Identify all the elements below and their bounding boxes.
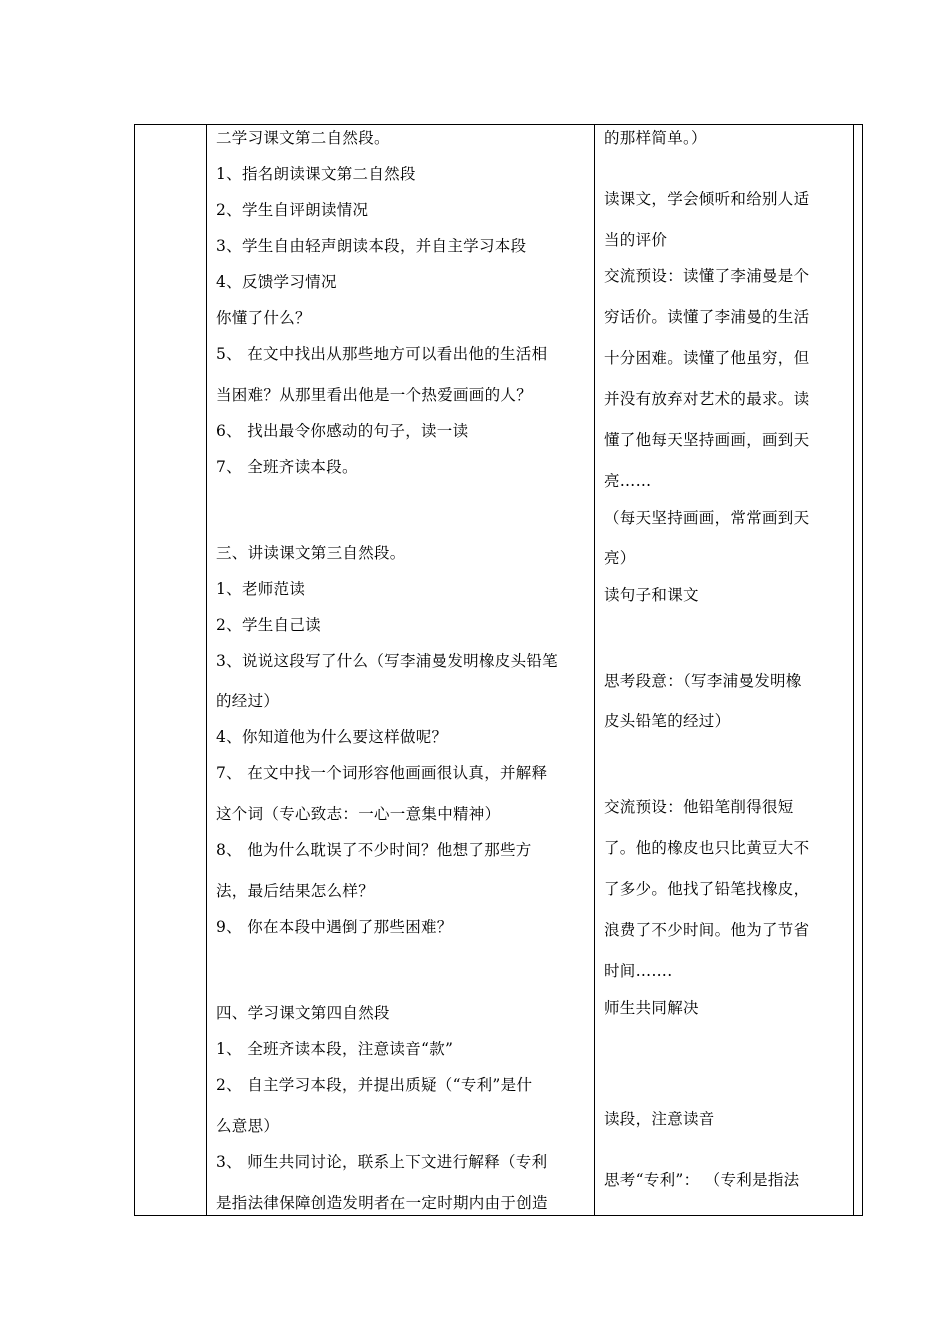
- activity-line: 浪费了不少时间。他为了节省: [604, 921, 810, 939]
- table-left-border: [134, 124, 135, 1216]
- teaching-line: 么意思）: [216, 1117, 280, 1135]
- activity-line: 懂了他每天坚持画画，画到天: [604, 431, 810, 449]
- teaching-line: 法，最后结果怎么样？: [216, 882, 375, 900]
- activity-line: 并没有放弃对艺术的最求。读: [604, 390, 810, 408]
- activity-line: 时间…….: [604, 962, 673, 980]
- table-top-border: [134, 124, 863, 125]
- teaching-line: 当困难？从那里看出他是一个热爱画画的人？: [216, 386, 533, 404]
- teaching-line: 3、学生自由轻声朗读本段，并自主学习本段: [216, 237, 527, 255]
- activity-line: 读课文，学会倾听和给别人适: [604, 190, 810, 208]
- activity-line: 穷话价。读懂了李浦曼的生活: [604, 308, 810, 326]
- teaching-line: 这个词（专心致志：一心一意集中精神）: [216, 805, 501, 823]
- teaching-line: 你懂了什么？: [216, 309, 311, 327]
- activity-line: 交流预设：读懂了李浦曼是个: [604, 267, 810, 285]
- teaching-line: 7、 全班齐读本段。: [216, 458, 358, 476]
- teaching-line: 4、反馈学习情况: [216, 273, 337, 291]
- section-heading: 四、学习课文第四自然段: [216, 1004, 390, 1022]
- column-divider-3: [853, 124, 854, 1216]
- teaching-line: 8、 他为什么耽误了不少时间？他想了那些方: [216, 841, 532, 859]
- activity-line: 的那样简单。）: [604, 129, 707, 147]
- activity-line: 皮头铅笔的经过）: [604, 712, 731, 730]
- activity-line: 亮……: [604, 472, 652, 490]
- teaching-line: 9、 你在本段中遇倒了那些困难？: [216, 918, 453, 936]
- activity-line: 交流预设：他铅笔削得很短: [604, 798, 794, 816]
- column-divider-1: [206, 124, 207, 1216]
- activity-line: 读段，注意读音: [604, 1110, 715, 1128]
- table-right-border: [862, 124, 863, 1216]
- teaching-line: 6、 找出最令你感动的句子，读一读: [216, 422, 469, 440]
- teaching-line: 3、 师生共同讨论，联系上下文进行解释（专利: [216, 1153, 548, 1171]
- teaching-line: 4、你知道他为什么要这样做呢？: [216, 728, 448, 746]
- activity-line: 亮）: [604, 549, 636, 567]
- teaching-line: 2、 自主学习本段，并提出质疑（“专利”是什: [216, 1076, 533, 1094]
- teaching-line: 二学习课文第二自然段。: [216, 129, 390, 147]
- column-divider-2: [594, 124, 595, 1216]
- activity-line: （每天坚持画画，常常画到天: [604, 509, 810, 527]
- activity-line: 当的评价: [604, 231, 668, 249]
- activity-line: 思考段意：（写李浦曼发明橡: [604, 672, 802, 690]
- teaching-line: 5、 在文中找出从那些地方可以看出他的生活相: [216, 345, 548, 363]
- activity-line: 师生共同解决: [604, 999, 699, 1017]
- teaching-line: 的经过）: [216, 692, 280, 710]
- section-heading: 三、讲读课文第三自然段。: [216, 544, 406, 562]
- teaching-line: 2、学生自评朗读情况: [216, 201, 369, 219]
- activity-line: 了多少。他找了铅笔找橡皮，: [604, 880, 810, 898]
- teaching-line: 1、 全班齐读本段，注意读音“款”: [216, 1040, 454, 1058]
- teaching-line: 3、说说这段写了什么（写李浦曼发明橡皮头铅笔: [216, 652, 558, 670]
- teaching-line: 7、 在文中找一个词形容他画画很认真，并解释: [216, 764, 548, 782]
- teaching-line: 2、学生自己读: [216, 616, 321, 634]
- activity-line: 读句子和课文: [604, 586, 699, 604]
- teaching-line: 是指法律保障创造发明者在一定时期内由于创造: [216, 1194, 548, 1212]
- activity-line: 了。他的橡皮也只比黄豆大不: [604, 839, 810, 857]
- teaching-line: 1、老师范读: [216, 580, 306, 598]
- teaching-line: 1、指名朗读课文第二自然段: [216, 165, 416, 183]
- activity-line: 十分困难。读懂了他虽穷，但: [604, 349, 810, 367]
- table-bottom-border: [134, 1215, 863, 1216]
- activity-line: 思考“专利”： （专利是指法: [604, 1171, 800, 1189]
